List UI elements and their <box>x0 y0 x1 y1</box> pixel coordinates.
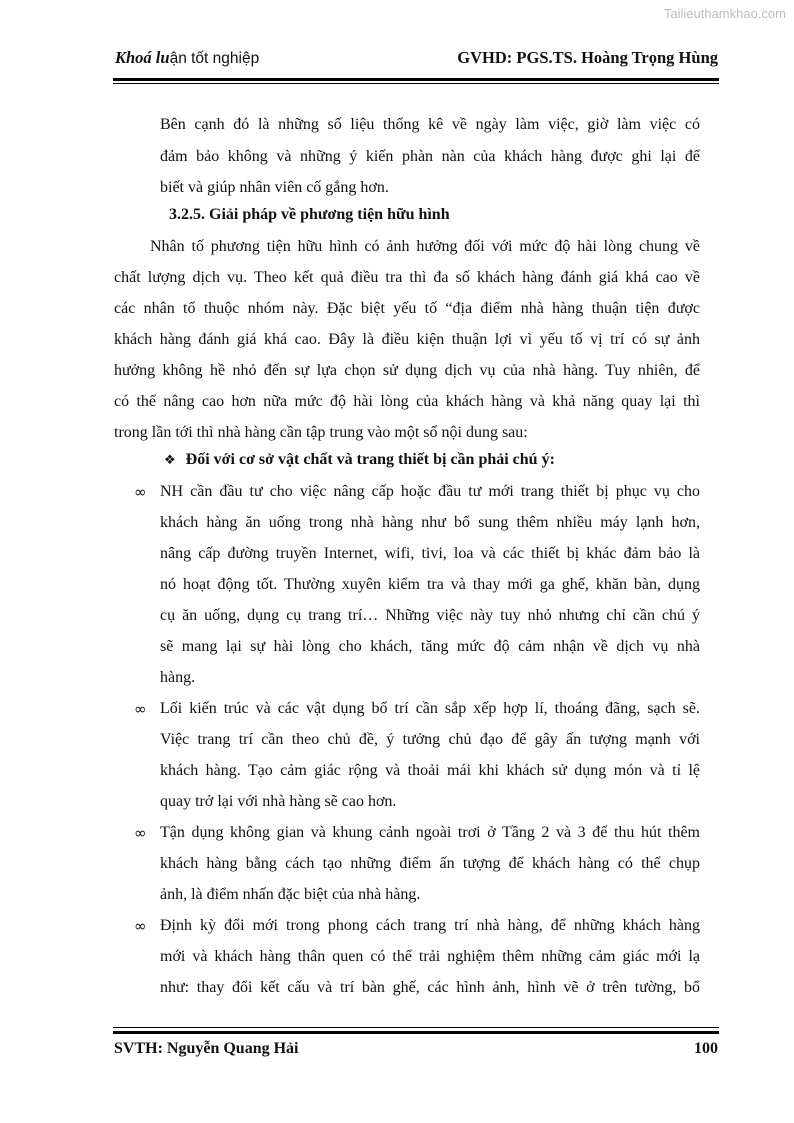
infinity-bullet-icon: ∞ <box>134 917 147 935</box>
header-rule-thin <box>113 83 719 84</box>
bullet-line: sẽ mang lại sự hài lòng cho khách, tăng mức độ cảm nhận về dịch vụ nhà <box>160 638 700 655</box>
header-thesis-title <box>115 48 259 68</box>
header-supervisor: GVHD: PGS.TS. Hoàng Trọng Hùng <box>457 48 718 67</box>
bullet-line: hàng. <box>160 669 196 686</box>
page-header <box>115 46 718 72</box>
bullet-line: cụ ăn uống, dụng cụ trang trí… Những việc này tuy nhỏ nhưng chỉ cần chú ý <box>160 607 700 624</box>
header-thesis-title-italic: Khoá lu <box>115 48 170 67</box>
paragraph-line: các nhân tố thuộc nhóm này. Đặc biệt yếu tố “địa điểm nhà hàng thuận tiện được <box>114 300 700 317</box>
intro-line: biết và giúp nhân viên cố gắng hơn. <box>160 179 389 196</box>
page-number: 100 <box>694 1040 718 1057</box>
intro-line: Bên cạnh đó là những số liệu thống kê về ngày làm việc, giờ làm việc có <box>160 116 700 133</box>
paragraph-line: Nhân tố phương tiện hữu hình có ảnh hưởng đối với mức độ hài lòng chung về <box>150 238 700 255</box>
paragraph-line: khách hàng đánh giá khá cao. Đây là điều kiện thuận lợi vì yếu tố vị trí có sự ảnh <box>114 331 700 348</box>
paragraph-line: trong lần tới thì nhà hàng cần tập trung vào một số nội dung sau: <box>114 424 528 441</box>
bullet-line: khách hàng bằng cách tạo những điểm ấn tượng để khách hàng có thể chụp <box>160 855 700 872</box>
bullet-line: quay trở lại với nhà hàng sẽ cao hơn. <box>160 793 397 810</box>
paragraph-line: hưởng không hề nhỏ đến sự lựa chọn sử dụng dịch vụ của nhà hàng. Tuy nhiên, để <box>114 362 700 379</box>
bullet-line: nâng cấp đường truyền Internet, wifi, tivi, loa và các thiết bị khác đảm bảo là <box>160 545 700 562</box>
watermark: Tailieuthamkhao.com <box>663 6 786 21</box>
bullet-line: khách hàng. Tạo cảm giác rộng và thoải mái khi khách sử dụng món và tỉ lệ <box>160 762 700 779</box>
bullet-line: mới và khách hàng thân quen có thể trải nghiệm thêm những cảm giác mới lạ <box>160 948 700 965</box>
header-thesis-title-rest: ận tốt nghiệp <box>169 50 260 67</box>
page-footer <box>114 1040 718 1064</box>
footer-student: SVTH: Nguyễn Quang Hải <box>114 1040 299 1057</box>
subheading <box>164 451 555 469</box>
infinity-bullet-icon: ∞ <box>134 824 147 842</box>
diamond-bullet-icon: ❖ <box>164 453 176 468</box>
paragraph-line: chất lượng dịch vụ. Theo kết quả điều tra thì đa số khách hàng đánh giá khá cao về <box>114 269 700 286</box>
section-heading: 3.2.5. Giải pháp về phương tiện hữu hình <box>169 206 450 223</box>
bullet-line: nó hoạt động tốt. Thường xuyên kiểm tra và thay mới ga ghế, khăn bàn, dụng <box>160 576 700 593</box>
subheading-text: Đối với cơ sở vật chất và trang thiết bị cần phải chú ý: <box>185 451 555 468</box>
bullet-line: khách hàng ăn uống trong nhà hàng như bổ sung thêm nhiều máy lạnh hơn, <box>160 514 700 531</box>
bullet-line: Định kỳ đổi mới trong phong cách trang trí nhà hàng, để những khách hàng <box>160 917 700 934</box>
header-rule-thick <box>113 78 719 81</box>
bullet-line: như: thay đổi kết cấu và trí bàn ghế, các hình ảnh, hình vẽ ở trên tường, bổ <box>160 979 700 996</box>
bullet-line: NH cần đầu tư cho việc nâng cấp hoặc đầu tư mới trang thiết bị phục vụ cho <box>160 483 700 500</box>
infinity-bullet-icon: ∞ <box>134 483 147 501</box>
paragraph-line: có thể nâng cao hơn nữa mức độ hài lòng của khách hàng và khả năng quay lại thì <box>114 393 700 410</box>
intro-line: đảm bảo không và những ý kiến phàn nàn của khách hàng được ghi lại để <box>160 148 700 165</box>
bullet-line: ảnh, là điểm nhấn đặc biệt của nhà hàng. <box>160 886 421 903</box>
footer-rule-thick <box>113 1031 719 1034</box>
footer-rule-thin <box>113 1027 719 1028</box>
bullet-line: Tận dụng không gian và khung cảnh ngoài trơi ở Tầng 2 và 3 để thu hút thêm <box>160 824 700 841</box>
bullet-line: Việc trang trí cần theo chủ đề, ý tưởng chủ đạo để gây ấn tượng mạnh với <box>160 731 700 748</box>
infinity-bullet-icon: ∞ <box>134 700 147 718</box>
bullet-line: Lối kiến trúc và các vật dụng bố trí cần sắp xếp hợp lí, thoáng đãng, sạch sẽ. <box>160 700 700 717</box>
